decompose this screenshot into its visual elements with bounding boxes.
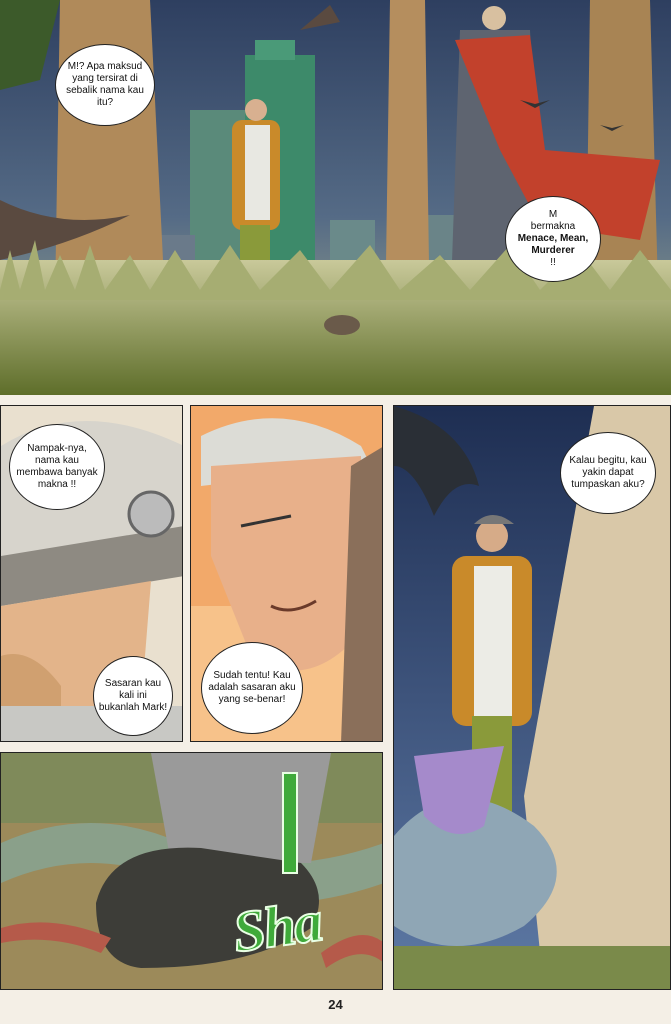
panel-cap-closeup [0,405,183,742]
speech-bubble-snake-figure [560,432,656,514]
speech-text-right-bold2: Murderer [531,245,575,256]
speech-bubble-cap-top [9,424,105,510]
panel-grey-hair-closeup [190,405,383,742]
speech-bubble-left [55,44,155,126]
speech-text-cap-top: Nampak-nya, nama kau membawa banyak makna !! [16,443,98,490]
speech-text-left: M!? Apa maksud yang tersirat di sebalik nama kau itu? [66,61,144,108]
sfx-accent [1,753,383,990]
speech-text-cap-bottom: Sasaran kau kali ini bukanlah Mark! [98,678,168,713]
speech-bubble-cap-bottom [93,656,173,736]
panel-shoe-step [0,752,383,990]
speech-text-right-line2: bermakna [530,221,576,232]
speech-text-right-bold1: Menace, Mean, [517,233,589,244]
panel-snake-figure [393,405,671,990]
speech-bubble-right [505,196,601,282]
speech-text-right-end: !! [550,257,556,268]
page-number: 24 [328,997,343,1012]
speech-bubble-grey-hair [201,642,303,734]
speech-text-snake-figure: Kalau begitu, kau yakin dapat tumpaskan aku? [569,455,647,490]
speech-text-grey-hair: Sudah tentu! Kau adalah sasaran aku yang se-benar! [208,670,296,705]
panel-forest-scene [0,0,671,395]
speech-text-right-line1: M [548,209,558,220]
sound-effect-sha-text: Sha [228,888,325,965]
